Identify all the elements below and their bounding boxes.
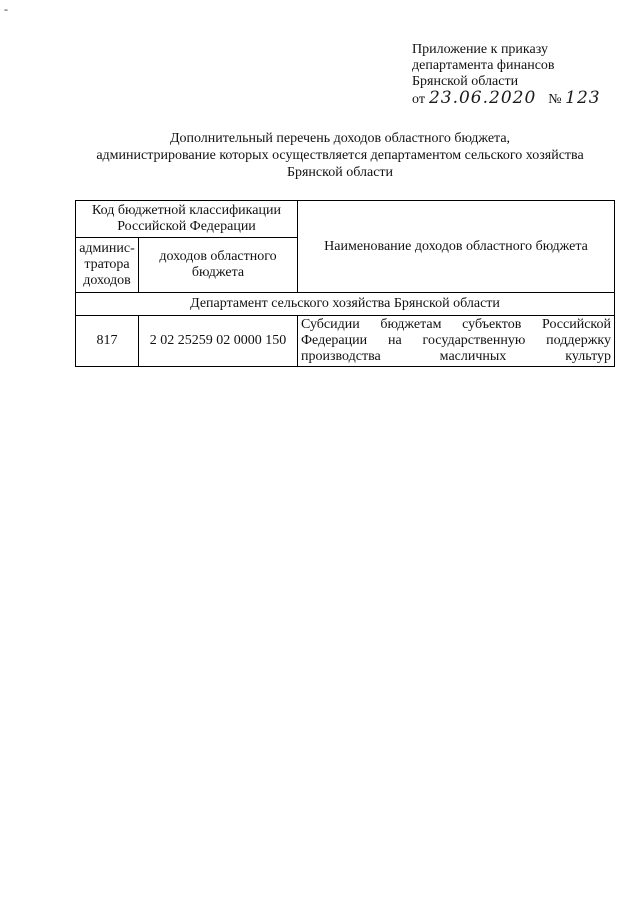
appendix-block xyxy=(412,42,632,108)
header-code-classification: Код бюджетной классификации Российской Федерации xyxy=(76,201,298,238)
handwritten-date: 23.06.2020 xyxy=(428,88,537,108)
department-row xyxy=(76,293,615,316)
handwritten-number: 123 xyxy=(565,88,601,108)
appendix-line-1: Приложение к приказу xyxy=(412,42,548,57)
kbk-cell: 2 02 25259 02 0000 150 xyxy=(139,316,298,367)
header-row-1 xyxy=(76,201,615,238)
title-line-3: Брянской области xyxy=(286,165,394,180)
department-name: Департамент сельского хозяйства Брянской области xyxy=(76,293,615,316)
date-prefix: от xyxy=(412,92,425,107)
appendix-line-2: департамента финансов xyxy=(412,58,555,73)
table-row xyxy=(76,316,615,367)
corner-mark: - xyxy=(4,2,8,16)
number-label: № xyxy=(548,92,562,107)
header-income-name: Наименование доходов областного бюджета xyxy=(298,201,615,293)
title-line-2: администрирование которых осуществляется департаментом сельского хозяйства xyxy=(96,148,584,163)
admin-code-cell: 817 xyxy=(76,316,139,367)
income-table xyxy=(75,200,615,367)
header-income: доходов областного бюджета xyxy=(139,238,298,293)
document-title xyxy=(60,130,620,181)
appendix-date-line xyxy=(412,90,632,108)
appendix-line-3: Брянской области xyxy=(412,74,519,89)
description-cell: Субсидии бюджетам субъектов Российской Федерации на государственную поддержку производства масличных культур xyxy=(298,316,615,367)
title-line-1: Дополнительный перечень доходов областного бюджета, xyxy=(169,131,511,146)
header-administrator: админис-тратора доходов xyxy=(76,238,139,293)
